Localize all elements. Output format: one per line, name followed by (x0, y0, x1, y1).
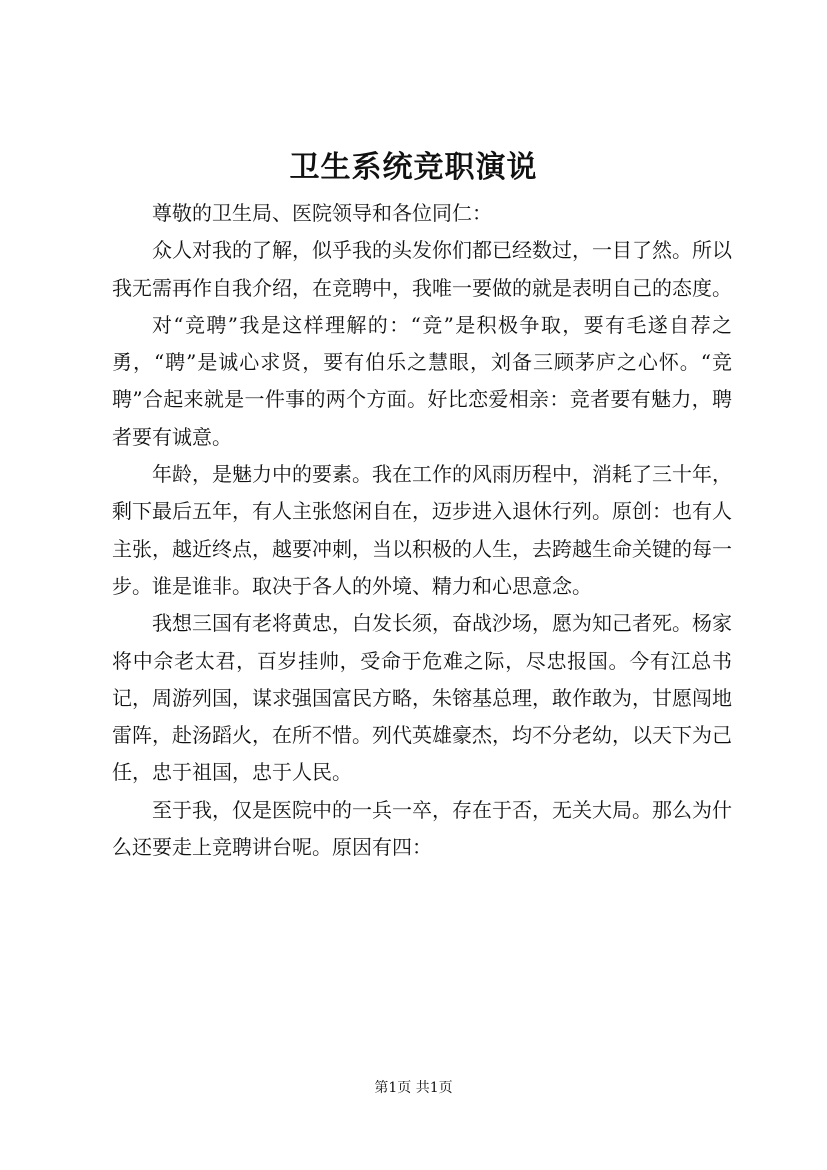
body-paragraph: 众人对我的了解，似乎我的头发你们都已经数过，一目了然。所以我无需再作自我介绍，在竞聘中，我唯一要做的就是表明自己的态度。 (112, 238, 732, 300)
document-body (112, 195, 732, 866)
body-paragraph: 至于我，仅是医院中的一兵一卒，存在于否，无关大局。那么为什么还要走上竞聘讲台呢。原因有四： (112, 797, 732, 860)
body-paragraph: 对“竞聘”我是这样理解的：“竞”是积极争取，要有毛遂自荐之勇，“聘”是诚心求贤，要有伯乐之慧眼，刘备三顾茅庐之心怀。“竞聘”合起来就是一件事的两个方面。好比恋爱相亲：竞者要有魅力，聘者要有诚意。 (112, 312, 732, 449)
page-number-footer: 第1页 共1页 (374, 1080, 453, 1096)
body-paragraph: 年龄，是魅力中的要素。我在工作的风雨历程中，消耗了三十年，剩下最后五年，有人主张悠闲自在，迈步进入退休行列。原创：也有人主张，越近终点，越要冲刺，当以积极的人生，去跨越生命关键的每一步。谁是谁非。取决于各人的外境、精力和心思意念。 (112, 462, 732, 598)
body-paragraph: 我想三国有老将黄忠，白发长须，奋战沙场，愿为知己者死。杨家将中佘老太君，百岁挂帅，受命于危难之际，尽忠报国。今有江总书记，周游列国，谋求强国富民方略，朱镕基总理，敢作敢为，甘愿闯地雷阵，赴汤蹈火，在所不惜。列代英雄豪杰，均不分老幼，以天下为己任，忠于祖国，忠于人民。 (112, 611, 732, 785)
document-title: 卫生系统竞职演说 (289, 150, 538, 185)
salutation-paragraph: 尊敬的卫生局、医院领导和各位同仁： (152, 201, 492, 225)
